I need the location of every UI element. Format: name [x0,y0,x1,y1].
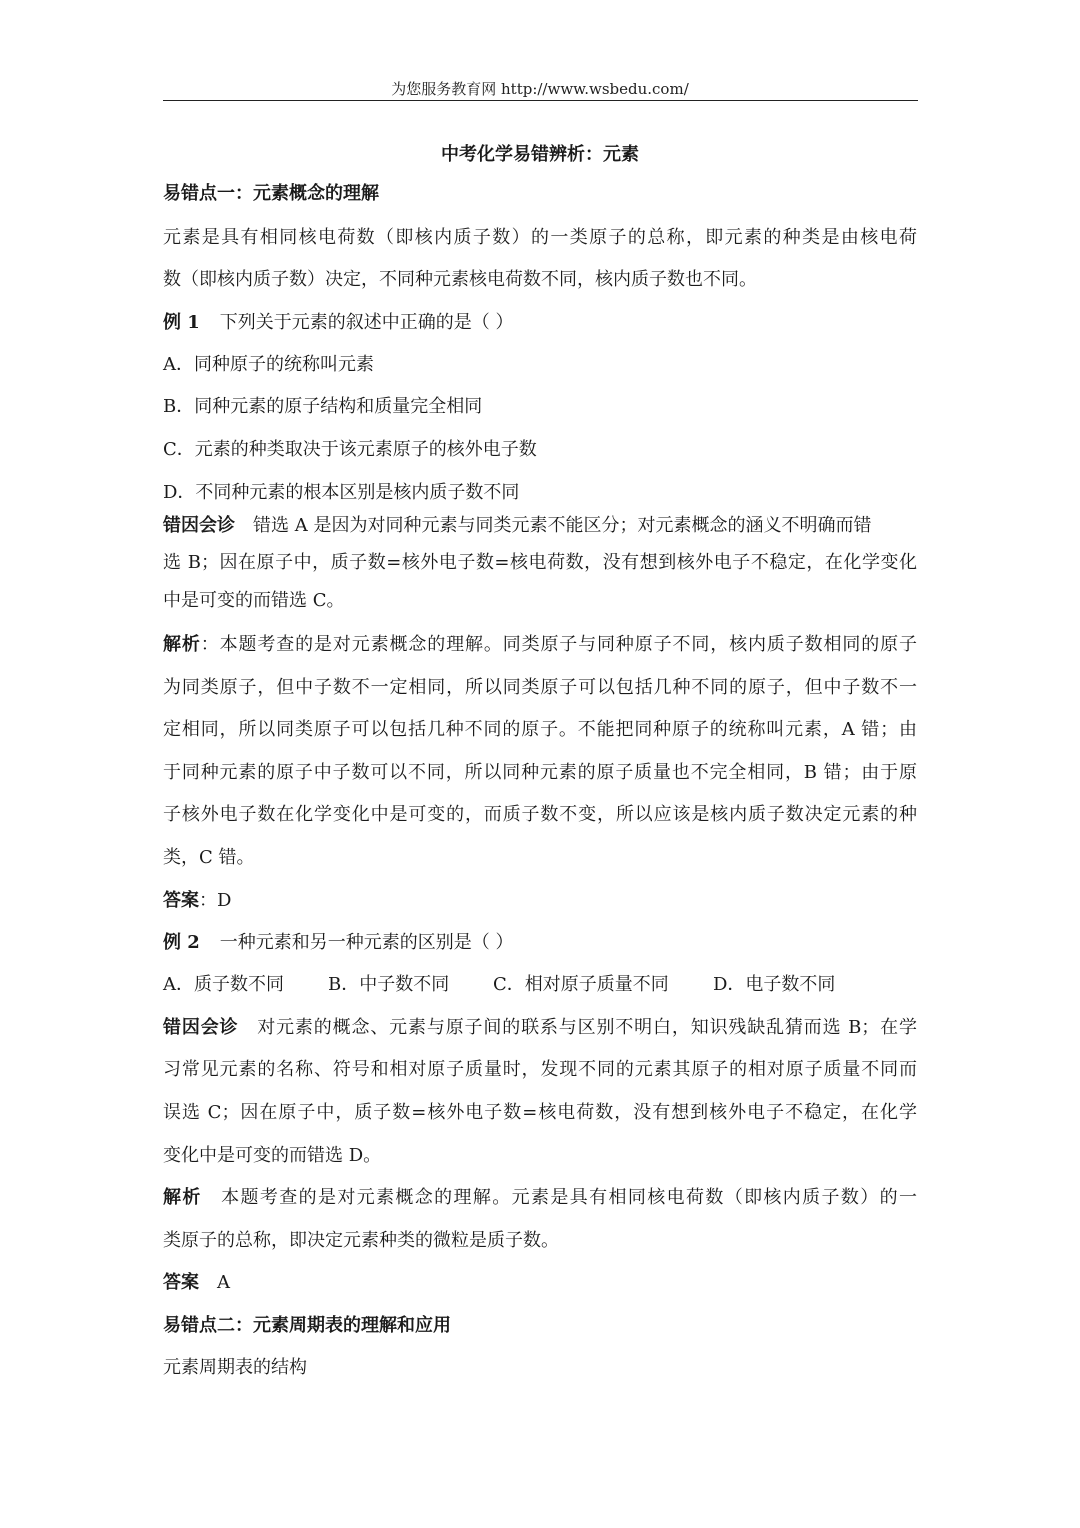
example2-option-d: D．电子数不同 [713,974,836,995]
example1-question: 下列关于元素的叙述中正确的是（ ） [219,312,514,333]
example2-diagnosis-label: 错因会诊 [163,1017,239,1038]
example1-diagnosis-line: 中是可变的而错选 C。 [163,590,345,611]
example1-option-b: B．同种元素的原子结构和质量完全相同 [163,396,483,417]
example1-option-d: D．不同种元素的根本区别是核内质子数不同 [163,482,520,503]
example2-option-a: A．质子数不同 [163,974,284,995]
example2-diagnosis-line: 习常见元素的名称、符号和相对原子质量时，发现不同的元素其原子的相对原子质量不同而 [163,1059,917,1080]
example2-answer: A [217,1272,230,1293]
example2-option-b: B．中子数不同 [328,974,450,995]
example2-question-line [163,930,514,956]
example1-diagnosis-line [163,513,871,539]
page-header: 为您服务教育网 http://www.wsbedu.com/ [391,80,689,98]
example1-diagnosis-line: 选 B；因在原子中，质子数=核外电子数=核电荷数，没有想到核外电子不稳定，在化学变化 [163,552,917,573]
example1-analysis-line: 为同类原子，但中子数不一定相同，所以同类原子可以包括几种不同的原子，但中子数不一 [163,677,917,698]
header-rule [163,100,918,101]
document-title: 中考化学易错辨析：元素 [441,144,639,165]
example1-analysis-line [163,632,917,658]
section1-paragraph-line: 元素是具有相同核电荷数（即核内质子数）的一类原子的总称，即元素的种类是由核电荷 [163,227,917,248]
example2-diagnosis-line: 变化中是可变的而错选 D。 [163,1145,382,1166]
example1-answer-line [163,888,231,914]
example2-options [163,972,835,998]
example1-analysis-text: ：本题考查的是对元素概念的理解。同类原子与同种原子不同，核内质子数相同的原子 [200,634,918,655]
example2-analysis-line [163,1185,917,1211]
example2-question: 一种元素和另一种元素的区别是（ ） [219,932,514,953]
example1-diagnosis-text: 错选 A 是因为对同种元素与同类元素不能区分；对元素概念的涵义不明确而错 [253,515,872,536]
example1-analysis-line: 定相同，所以同类原子可以包括几种不同的原子。不能把同种原子的统称叫元素，A 错；由 [163,719,917,740]
section2-heading: 易错点二：元素周期表的理解和应用 [163,1315,451,1336]
example1-answer: ：D [199,890,232,911]
example2-answer-label: 答案 [163,1272,199,1293]
example2-option-c: C．相对原子质量不同 [493,974,669,995]
example2-answer-line [163,1270,230,1296]
section1-heading: 易错点一：元素概念的理解 [163,183,379,204]
example2-diagnosis-line [163,1015,917,1041]
example1-diagnosis-label: 错因会诊 [163,515,235,536]
example1-label: 例 1 [163,312,200,333]
example1-analysis-line: 于同种元素的原子中子数可以不同，所以同种元素的原子质量也不完全相同，B 错；由于原 [163,762,917,783]
example1-option-c: C．元素的种类取决于该元素原子的核外电子数 [163,439,537,460]
example1-analysis-line: 类，C 错。 [163,847,255,868]
example2-diagnosis-text: 对元素的概念、元素与原子间的联系与区别不明白，知识残缺乱猜而选 B；在学 [256,1017,917,1038]
example1-option-a: A．同种原子的统称叫元素 [163,354,374,375]
example2-analysis-label: 解析 [163,1187,202,1208]
section2-paragraph-line: 元素周期表的结构 [163,1357,307,1378]
example1-analysis-line: 子核外电子数在化学变化中是可变的，而质子数不变，所以应该是核内质子数决定元素的种 [163,804,917,825]
example2-diagnosis-line: 误选 C；因在原子中，质子数=核外电子数=核电荷数，没有想到核外电子不稳定，在化学 [163,1102,917,1123]
example1-analysis-label: 解析 [163,634,201,655]
example1-question-line [163,310,514,336]
section1-paragraph-line: 数（即核内质子数）决定，不同种元素核电荷数不同，核内质子数也不同。 [163,269,757,290]
example2-analysis-line: 类原子的总称，即决定元素种类的微粒是质子数。 [163,1230,559,1251]
example2-analysis-text: 本题考查的是对元素概念的理解。元素是具有相同核电荷数（即核内质子数）的一 [219,1187,918,1208]
example2-label: 例 2 [163,932,200,953]
example1-answer-label: 答案 [163,890,199,911]
